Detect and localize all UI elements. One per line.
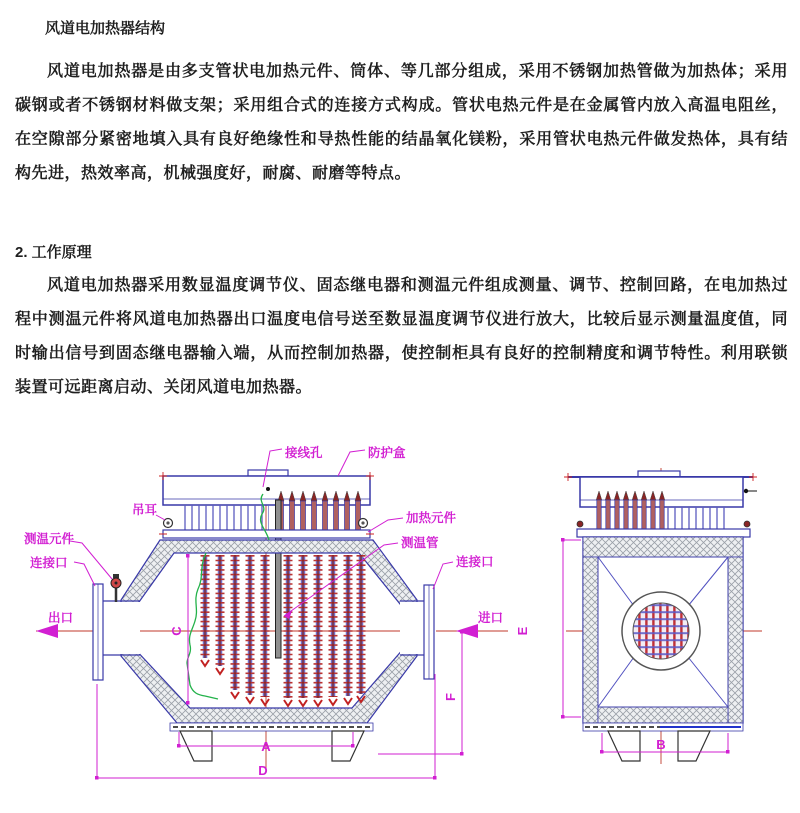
label-wiring-hole: 接线孔 (285, 446, 323, 460)
heating-element-bundle (201, 555, 365, 706)
thermowell-tube (276, 500, 282, 658)
outlet-arrow (36, 624, 58, 638)
label-heating-element: 加热元件 (406, 511, 457, 525)
label-temp-sensor: 测温元件 (24, 532, 75, 546)
page-title: 风道电加热器结构 (45, 20, 166, 37)
label-protective-box: 防护盒 (368, 446, 406, 460)
dimension-letter-d: D (258, 763, 268, 778)
paragraph-working-principle: 风道电加热器采用数显温度调节仪、固态继电器和测温元件组成测量、调节、控制回路，在电加热过程中测温元件将风道电加热器出口温度电信号送至数显温度调节仪进行放大，比较后显示测量温度值，同时输出信号到固态继电器输入端，从而控制加热器，使控制柜具有良好的控制精度和调节特性。利用联锁装置可远距离启动、关闭风道电加热器。 (15, 277, 788, 396)
label-lifting-lug: 吊耳 (132, 503, 158, 517)
inlet-flange (424, 585, 434, 679)
dimension-letter-c: C (169, 626, 184, 636)
label-temp-tube: 测温管 (401, 536, 439, 550)
outlet-flange (93, 584, 103, 680)
label-connection-port-left: 连接口 (30, 556, 68, 570)
label-inlet: 进口 (478, 611, 504, 625)
wiring-hole-dot (266, 487, 270, 491)
paragraph-structure: 风道电加热器是由多支管状电加热元件、筒体、等几部分组成，采用不锈钢加热管做为加热体；采用碳钢或者不锈钢材料做支架；采用组合式的连接方式构成。管状电热元件是在金属管内放入高温电阻丝，在空隙部分紧密地填入具有良好绝缘性和导热性能的结晶氧化镁粉，采用管状电热元件做发热体，具有结构先进，热效率高，机械强度好，耐腐、耐磨等特点。 (15, 63, 788, 182)
lug-knob-left (577, 521, 583, 527)
label-connection-port-right: 连接口 (456, 555, 494, 569)
section-heading-working-principle: 2. 工作原理 (15, 244, 92, 261)
protection-box (159, 470, 374, 505)
dimension-letter-e: E (515, 626, 530, 636)
box-drain-dot (744, 489, 748, 493)
inlet-arrow (456, 624, 478, 638)
element-port-core (633, 603, 689, 659)
dimension-letter-b: B (656, 737, 666, 752)
heater-technical-drawing (0, 430, 800, 813)
base-frame-left-view (170, 723, 373, 761)
dimension-E (515, 538, 581, 719)
left-side-view (24, 445, 508, 780)
dimension-letter-a: A (261, 739, 271, 754)
label-outlet: 出口 (48, 611, 74, 625)
terminal-comb-end-view (666, 507, 727, 529)
terminal-comb (181, 505, 269, 530)
right-end-view (515, 468, 762, 764)
temp-sensor-device (111, 574, 121, 602)
dimension-C (169, 554, 190, 705)
heater-body-end-view (583, 537, 743, 723)
dimension-letter-f: F (443, 693, 458, 701)
lug-knob-right (744, 521, 750, 527)
lifting-lug-right (359, 519, 368, 528)
